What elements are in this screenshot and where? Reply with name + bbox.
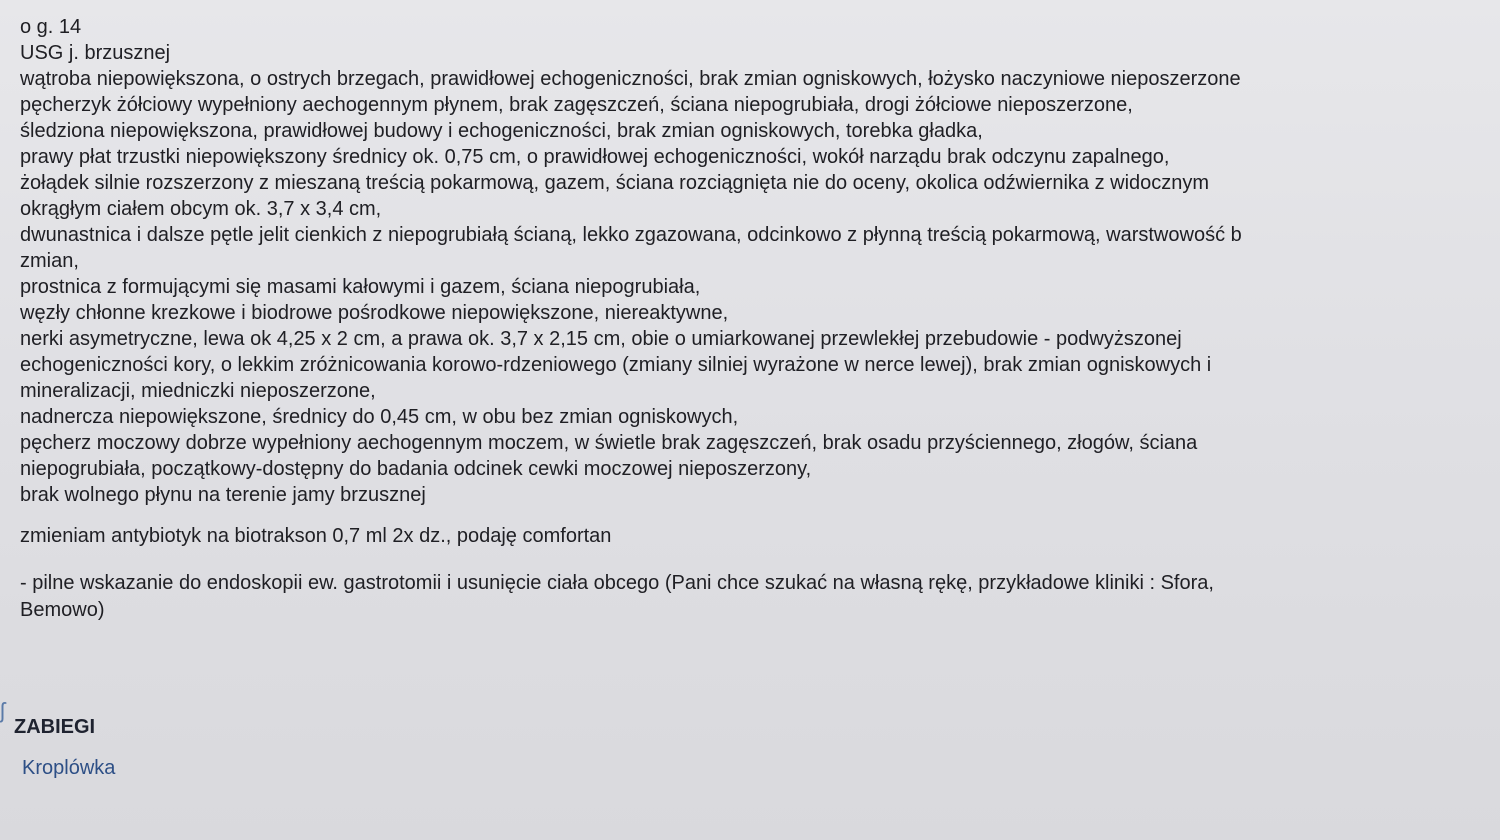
report-line: pęcherzyk żółciowy wypełniony aechogennym płynem, brak zagęszczeń, ściana niepogrubiała, drogi żółciowe nieposzerzone, (20, 94, 1133, 116)
report-line: dwunastnica i dalsze pętle jelit cienkich z niepogrubiałą ścianą, lekko zgazowana, odcinkowo z płynną treścią pokarmową, warstwowość b (20, 224, 1242, 246)
paragraph-spacer (20, 550, 1490, 570)
report-line: brak wolnego płynu na terenie jamy brzusznej (20, 484, 426, 506)
report-line: nerki asymetryczne, lewa ok 4,25 x 2 cm, a prawa ok. 3,7 x 2,15 cm, obie o umiarkowanej przewlekłej przebudowie - podwyższonej (20, 328, 1182, 350)
report-line: prostnica z formującymi się masami kałowymi i gazem, ściana niepogrubiała, (20, 276, 701, 298)
recommendation-line: Bemowo) (20, 599, 105, 621)
report-line: śledziona niepowiększona, prawidłowej budowy i echogeniczności, brak zmian ogniskowych, torebka gładka, (20, 120, 983, 142)
report-line: mineralizacji, miedniczki nieposzerzone, (20, 380, 376, 402)
report-line: o g. 14 (20, 16, 82, 38)
report-line: prawy płat trzustki niepowiększony średnicy ok. 0,75 cm, o prawidłowej echogeniczności, wokół narządu brak odczynu zapalnego, (20, 146, 1170, 168)
paragraph-spacer (20, 508, 1490, 523)
report-line: niepogrubiała, początkowy-dostępny do badania odcinek cewki moczowej nieposzerzony, (20, 458, 812, 480)
report-line: echogeniczności kory, o lekkim zróżnicowania korowo-rdzeniowego (zmiany silniej wyrażone w nerce lewej), brak zmian ogniskowych i (20, 354, 1212, 376)
ultrasound-findings (20, 14, 1490, 508)
report-line: USG j. brzusznej (20, 42, 171, 64)
recommendation (20, 570, 1490, 624)
report-line: nadnercza niepowiększone, średnicy do 0,45 cm, w obu bez zmian ogniskowych, (20, 406, 739, 428)
report-line: wątroba niepowiększona, o ostrych brzegach, prawidłowej echogeniczności, brak zmian ogniskowych, łożysko naczyniowe nieposzerzone (20, 68, 1241, 90)
medical-report (20, 14, 1490, 624)
recommendation-line: - pilne wskazanie do endoskopii ew. gastrotomii i usunięcie ciała obcego (Pani chce szukać na własną rękę, przykładowe kliniki : Sfora, (20, 572, 1214, 594)
procedures-title-text: ZABIEGI (14, 716, 96, 738)
report-line: zmian, (20, 250, 79, 272)
procedures-section-title (14, 716, 95, 739)
report-line: węzły chłonne krezkowe i biodrowe pośrodkowe niepowiększone, niereaktywne, (20, 302, 729, 324)
report-line: pęcherz moczowy dobrze wypełniony aechogennym moczem, w świetle brak zagęszczeń, brak osadu przyściennego, złogów, ściana (20, 432, 1198, 454)
partial-glyph-icon: ʃ (0, 698, 5, 723)
procedure-link-kroplowka[interactable]: Kroplówka (22, 757, 116, 779)
treatment-line: zmieniam antybiotyk na biotrakson 0,7 ml 2x dz., podaję comfortan (20, 525, 612, 547)
report-line: żołądek silnie rozszerzony z mieszaną treścią pokarmową, gazem, ściana rozciągnięta nie do oceny, okolica odźwiernika z widocznym (20, 172, 1210, 194)
report-line: okrągłym ciałem obcym ok. 3,7 x 3,4 cm, (20, 198, 382, 220)
